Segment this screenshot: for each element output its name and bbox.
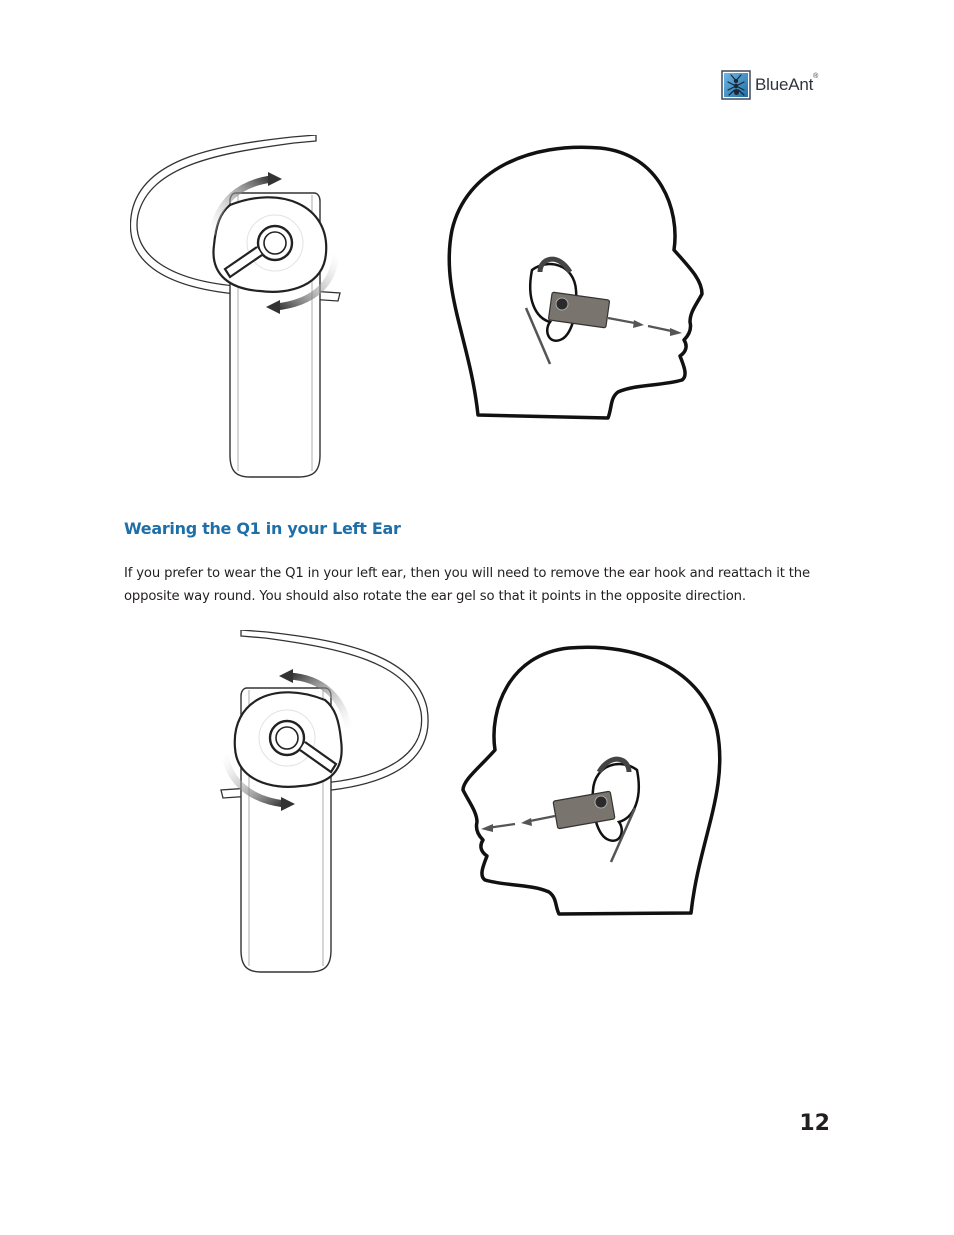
brand-logo: [721, 70, 831, 102]
blueant-ant-icon: [721, 70, 751, 100]
head-profile-right-icon: [440, 140, 715, 425]
headset-right-ear-icon: [130, 135, 350, 485]
section-body: If you prefer to wear the Q1 in your left ear, then you will need to remove the ear hook and reattach it the opposite way round. You should also rotate the ear gel so that it points in the opposite direction.: [124, 566, 810, 604]
page-number: 12: [799, 1111, 830, 1136]
logo-wordmark: BlueAnt®: [755, 73, 819, 94]
headset-left-ear-icon: [215, 630, 430, 980]
head-profile-left-icon: [455, 640, 730, 925]
section-heading: Wearing the Q1 in your Left Ear: [124, 519, 401, 538]
